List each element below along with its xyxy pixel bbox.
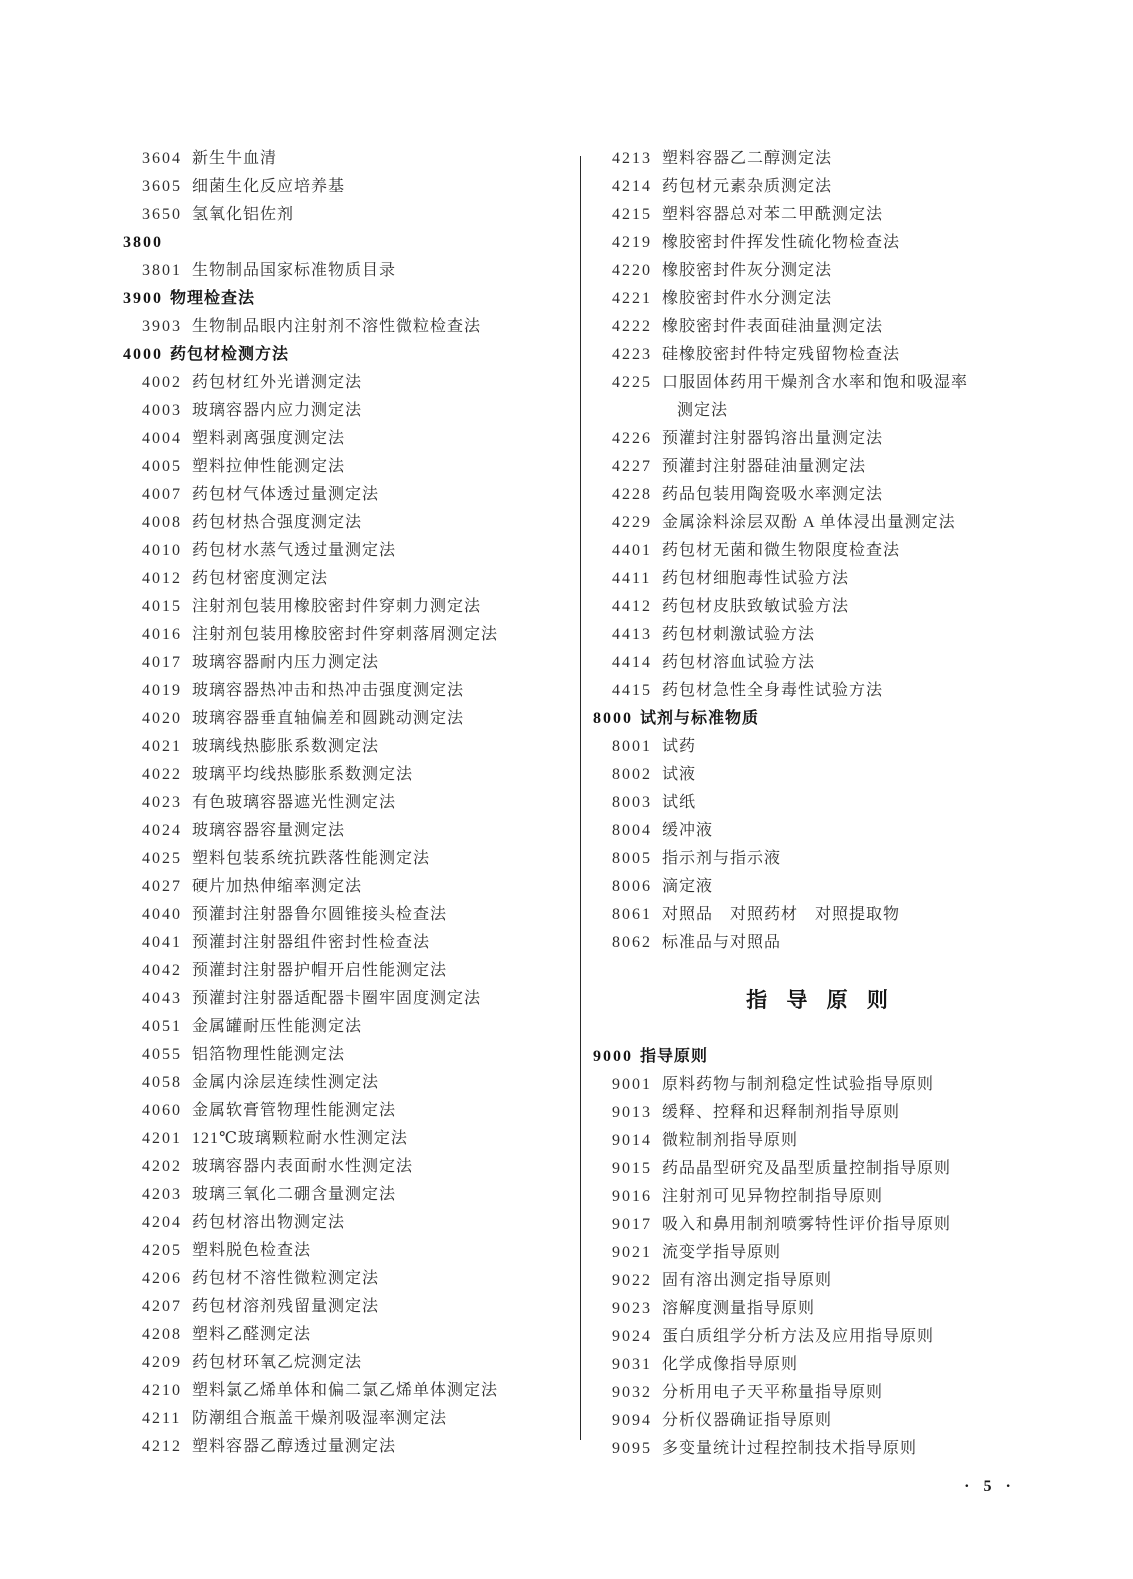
- entry-number: 4012: [142, 570, 182, 587]
- toc-entry-row: [593, 1239, 1048, 1267]
- toc-entry-row: [123, 201, 578, 229]
- entry-number: 4008: [142, 514, 182, 531]
- toc-entry-row: [593, 929, 1048, 957]
- toc-entry-row: [123, 985, 578, 1013]
- entry-title: 流变学指导原则: [662, 1244, 782, 1261]
- entry-number: 4229: [612, 514, 652, 531]
- toc-entry-row: [593, 761, 1048, 789]
- entry-title: 金属内涂层连续性测定法: [192, 1074, 380, 1091]
- entry-number: 4415: [612, 682, 652, 699]
- toc-entry-continuation: [593, 397, 1048, 425]
- entry-title: 预灌封注射器护帽开启性能测定法: [192, 962, 448, 979]
- entry-title: 生物制品眼内注射剂不溶性微粒检查法: [192, 318, 482, 335]
- entry-number: 4414: [612, 654, 652, 671]
- entry-number: 4413: [612, 626, 652, 643]
- entry-number: 4205: [142, 1242, 182, 1259]
- toc-entry-row: [593, 1127, 1048, 1155]
- entry-number: 4206: [142, 1270, 182, 1287]
- entry-title: 试液: [662, 766, 697, 783]
- entry-title: 药包材元素杂质测定法: [662, 178, 833, 195]
- toc-entry-row: [123, 453, 578, 481]
- entry-title: 指示剂与指示液: [662, 850, 782, 867]
- toc-entry-row: [593, 1211, 1048, 1239]
- entry-title: 玻璃线热膨胀系数测定法: [192, 738, 380, 755]
- toc-entry-row: [593, 201, 1048, 229]
- entry-title: 试纸: [662, 794, 697, 811]
- entry-number: 9023: [612, 1300, 652, 1317]
- entry-number: 4225: [612, 374, 652, 391]
- toc-entry-row: [123, 845, 578, 873]
- entry-title: 微粒制剂指导原则: [662, 1132, 799, 1149]
- entry-number: 9095: [612, 1440, 652, 1457]
- entry-number: 8061: [612, 906, 652, 923]
- toc-entry-row: [593, 145, 1048, 173]
- toc-entry-row: [123, 537, 578, 565]
- entry-number: 4040: [142, 906, 182, 923]
- entry-title: 药包材溶剂残留量测定法: [192, 1298, 380, 1315]
- toc-entry-row: [593, 173, 1048, 201]
- entry-title: 预灌封注射器硅油量测定法: [662, 458, 867, 475]
- entry-title: 分析用电子天平称量指导原则: [662, 1384, 884, 1401]
- entry-number: 9013: [612, 1104, 652, 1121]
- entry-number: 4020: [142, 710, 182, 727]
- entry-title: 注射剂可见异物控制指导原则: [662, 1188, 884, 1205]
- entry-number: 9022: [612, 1272, 652, 1289]
- entry-title: 药品晶型研究及晶型质量控制指导原则: [662, 1160, 952, 1177]
- toc-entry-row: [593, 481, 1048, 509]
- entry-title: 蛋白质组学分析方法及应用指导原则: [662, 1328, 935, 1345]
- toc-entry-row: [123, 761, 578, 789]
- toc-entry-row: [123, 1069, 578, 1097]
- entry-title: 药包材溶出物测定法: [192, 1214, 346, 1231]
- entry-number: 9016: [612, 1188, 652, 1205]
- toc-entry-row: [593, 341, 1048, 369]
- entry-number: 4208: [142, 1326, 182, 1343]
- entry-title: 药包材水蒸气透过量测定法: [192, 542, 397, 559]
- entry-number: 4060: [142, 1102, 182, 1119]
- entry-title: 塑料包装系统抗跌落性能测定法: [192, 850, 431, 867]
- entry-number: 4219: [612, 234, 652, 251]
- entry-number: 3900: [123, 290, 163, 307]
- toc-entry-row: [593, 1435, 1048, 1463]
- entry-number: 4221: [612, 290, 652, 307]
- entry-number: 9015: [612, 1160, 652, 1177]
- entry-title: 分析仪器确证指导原则: [662, 1412, 833, 1429]
- entry-title: 塑料容器乙二醇测定法: [662, 150, 833, 167]
- entry-number: 4027: [142, 878, 182, 895]
- entry-number: 8000: [593, 710, 633, 727]
- entry-title: 药包材环氧乙烷测定法: [192, 1354, 363, 1371]
- entry-title: 铝箔物理性能测定法: [192, 1046, 346, 1063]
- toc-entry-row: [123, 705, 578, 733]
- toc-entry-row: [123, 1209, 578, 1237]
- toc-section-row: [123, 285, 578, 313]
- entry-number: 9024: [612, 1328, 652, 1345]
- entry-title: 玻璃容器垂直轴偏差和圆跳动测定法: [192, 710, 465, 727]
- toc-entry-row: [123, 1013, 578, 1041]
- toc-entry-row: [123, 817, 578, 845]
- toc-entry-row: [123, 1097, 578, 1125]
- toc-entry-row: [123, 929, 578, 957]
- entry-number: 4411: [612, 570, 652, 587]
- entry-number: 4025: [142, 850, 182, 867]
- entry-title: 药包材热合强度测定法: [192, 514, 363, 531]
- entry-title: 药包材不溶性微粒测定法: [192, 1270, 380, 1287]
- toc-entry-row: [123, 173, 578, 201]
- entry-title: 滴定液: [662, 878, 714, 895]
- entry-number: 3650: [142, 206, 182, 223]
- toc-entry-row: [123, 1125, 578, 1153]
- entry-number: 9000: [593, 1048, 633, 1065]
- entry-number: 3801: [142, 262, 182, 279]
- entry-title: 多变量统计过程控制技术指导原则: [662, 1440, 918, 1457]
- entry-number: 4211: [142, 1410, 182, 1427]
- entry-title: 药包材皮肤致敏试验方法: [662, 598, 850, 615]
- entry-title: 塑料容器总对苯二甲酰测定法: [662, 206, 884, 223]
- entry-title: 玻璃三氧化二硼含量测定法: [192, 1186, 397, 1203]
- toc-entry-row: [593, 369, 1048, 397]
- entry-title: 生物制品国家标准物质目录: [192, 262, 397, 279]
- entry-title: 塑料乙醛测定法: [192, 1326, 312, 1343]
- toc-entry-row: [593, 901, 1048, 929]
- toc-entry-row: [593, 1351, 1048, 1379]
- entry-number: 9021: [612, 1244, 652, 1261]
- left-column: [123, 145, 578, 1461]
- entry-title: 原料药物与制剂稳定性试验指导原则: [662, 1076, 935, 1093]
- entry-number: 4215: [612, 206, 652, 223]
- entry-title: 药包材无菌和微生物限度检查法: [662, 542, 901, 559]
- toc-section-row: [593, 705, 1048, 733]
- toc-entry-row: [593, 621, 1048, 649]
- entry-title: 玻璃容器耐内压力测定法: [192, 654, 380, 671]
- toc-entry-row: [123, 369, 578, 397]
- entry-title: 塑料拉伸性能测定法: [192, 458, 346, 475]
- entry-number: 4016: [142, 626, 182, 643]
- toc-entry-row: [123, 1349, 578, 1377]
- guide-principles-heading: 指 导 原 则: [746, 988, 895, 1012]
- entry-title: 药包材溶血试验方法: [662, 654, 816, 671]
- entry-number: 4058: [142, 1074, 182, 1091]
- toc-entry-row: [123, 677, 578, 705]
- entry-title: 有色玻璃容器遮光性测定法: [192, 794, 397, 811]
- entry-title: 玻璃容器内应力测定法: [192, 402, 363, 419]
- toc-entry-row: [123, 593, 578, 621]
- entry-title: 试药: [662, 738, 697, 755]
- entry-title: 玻璃容器容量测定法: [192, 822, 346, 839]
- entry-number: 3604: [142, 150, 182, 167]
- entry-number: 4041: [142, 934, 182, 951]
- entry-number: 4051: [142, 1018, 182, 1035]
- entry-number: 4000: [123, 346, 163, 363]
- entry-number: 4042: [142, 962, 182, 979]
- toc-entry-row: [123, 1237, 578, 1265]
- entry-number: 8002: [612, 766, 652, 783]
- entry-title: 化学成像指导原则: [662, 1356, 799, 1373]
- entry-number: 4015: [142, 598, 182, 615]
- entry-number: 4023: [142, 794, 182, 811]
- entry-number: 3605: [142, 178, 182, 195]
- entry-title: 缓释、控释和迟释制剂指导原则: [662, 1104, 901, 1121]
- toc-entry-row: [123, 957, 578, 985]
- entry-number: 4019: [142, 682, 182, 699]
- entry-number: 4209: [142, 1354, 182, 1371]
- toc-section-row: [593, 1043, 1048, 1071]
- entry-title: 塑料剥离强度测定法: [192, 430, 346, 447]
- toc-entry-row: [593, 1295, 1048, 1323]
- entry-title: 塑料容器乙醇透过量测定法: [192, 1438, 397, 1455]
- entry-title: 注射剂包装用橡胶密封件穿刺落屑测定法: [192, 626, 499, 643]
- entry-title: 玻璃容器内表面耐水性测定法: [192, 1158, 414, 1175]
- toc-entry-row: [593, 565, 1048, 593]
- entry-title: 药包材气体透过量测定法: [192, 486, 380, 503]
- entry-title: 溶解度测量指导原则: [662, 1300, 816, 1317]
- entry-number: 8062: [612, 934, 652, 951]
- entry-number: 8006: [612, 878, 652, 895]
- entry-title: 塑料脱色检查法: [192, 1242, 312, 1259]
- entry-title: 塑料氯乙烯单体和偏二氯乙烯单体测定法: [192, 1382, 499, 1399]
- entry-title: 药包材急性全身毒性试验方法: [662, 682, 884, 699]
- entry-title: 橡胶密封件挥发性硫化物检查法: [662, 234, 901, 251]
- toc-entry-row: [593, 649, 1048, 677]
- toc-entry-row: [123, 565, 578, 593]
- entry-title: 橡胶密封件水分测定法: [662, 290, 833, 307]
- entry-title: 121℃玻璃颗粒耐水性测定法: [192, 1130, 408, 1147]
- entry-number: 4017: [142, 654, 182, 671]
- entry-title: 玻璃容器热冲击和热冲击强度测定法: [192, 682, 465, 699]
- entry-number: 4055: [142, 1046, 182, 1063]
- entry-number: 4005: [142, 458, 182, 475]
- toc-entry-row: [593, 593, 1048, 621]
- entry-title: 指导原则: [640, 1048, 709, 1065]
- toc-entry-row: [123, 1321, 578, 1349]
- toc-entry-row: [593, 1183, 1048, 1211]
- toc-entry-row: [593, 313, 1048, 341]
- entry-title: 注射剂包装用橡胶密封件穿刺力测定法: [192, 598, 482, 615]
- entry-title: 新生牛血清: [192, 150, 278, 167]
- entry-number: 8004: [612, 822, 652, 839]
- entry-number: 4201: [142, 1130, 182, 1147]
- entry-number: 4024: [142, 822, 182, 839]
- entry-number: 4213: [612, 150, 652, 167]
- entry-number: 4043: [142, 990, 182, 1007]
- toc-entry-row: [123, 257, 578, 285]
- entry-title: 药包材刺激试验方法: [662, 626, 816, 643]
- entry-number: 4401: [612, 542, 652, 559]
- toc-entry-row: [123, 733, 578, 761]
- entry-title: 药包材密度测定法: [192, 570, 329, 587]
- entry-number: 4010: [142, 542, 182, 559]
- entry-title: 金属软膏管物理性能测定法: [192, 1102, 397, 1119]
- entry-number: 9017: [612, 1216, 652, 1233]
- toc-entry-row: [123, 1153, 578, 1181]
- entry-title: 硬片加热伸缩率测定法: [192, 878, 363, 895]
- entry-title: 预灌封注射器适配器卡圈牢固度测定法: [192, 990, 482, 1007]
- entry-number: 3903: [142, 318, 182, 335]
- entry-number: 9001: [612, 1076, 652, 1093]
- toc-entry-row: [593, 1071, 1048, 1099]
- entry-number: 4212: [142, 1438, 182, 1455]
- toc-entry-row: [593, 453, 1048, 481]
- toc-entry-row: [123, 481, 578, 509]
- entry-number: 4022: [142, 766, 182, 783]
- entry-title: 药包材检测方法: [170, 346, 290, 363]
- entry-number: 4220: [612, 262, 652, 279]
- entry-number: 8005: [612, 850, 652, 867]
- entry-title: 缓冲液: [662, 822, 714, 839]
- page-number: · 5 ·: [964, 1478, 1016, 1495]
- toc-entry-row: [593, 1267, 1048, 1295]
- toc-entry-row: [593, 285, 1048, 313]
- toc-section-row: [123, 341, 578, 369]
- toc-entry-row: [123, 1433, 578, 1461]
- entry-title: 药品包装用陶瓷吸水率测定法: [662, 486, 884, 503]
- entry-number: 4222: [612, 318, 652, 335]
- entry-title: 防潮组合瓶盖干燥剂吸湿率测定法: [192, 1410, 448, 1427]
- toc-entry-row: [593, 873, 1048, 901]
- toc-entry-row: [593, 257, 1048, 285]
- toc-entry-row: [593, 733, 1048, 761]
- toc-entry-row: [123, 425, 578, 453]
- entry-title: 预灌封注射器组件密封性检查法: [192, 934, 431, 951]
- entry-title: 测定法: [677, 402, 729, 419]
- entry-number: 9014: [612, 1132, 652, 1149]
- entry-number: 3800: [123, 234, 163, 251]
- toc-entry-row: [593, 1407, 1048, 1435]
- toc-entry-row: [593, 789, 1048, 817]
- entry-title: 细菌生化反应培养基: [192, 178, 346, 195]
- toc-entry-row: [123, 1293, 578, 1321]
- entry-title: 硅橡胶密封件特定残留物检查法: [662, 346, 901, 363]
- entry-number: 4004: [142, 430, 182, 447]
- toc-entry-row: [123, 901, 578, 929]
- entry-title: 橡胶密封件灰分测定法: [662, 262, 833, 279]
- entry-number: 9032: [612, 1384, 652, 1401]
- entry-title: 试剂与标准物质: [640, 710, 760, 727]
- toc-entry-row: [593, 425, 1048, 453]
- entry-number: 9094: [612, 1412, 652, 1429]
- entry-title: 固有溶出测定指导原则: [662, 1272, 833, 1289]
- toc-entry-row: [123, 1041, 578, 1069]
- entry-number: 4412: [612, 598, 652, 615]
- toc-entry-row: [593, 1155, 1048, 1183]
- toc-entry-row: [593, 817, 1048, 845]
- toc-entry-row: [593, 509, 1048, 537]
- entry-number: 4203: [142, 1186, 182, 1203]
- entry-number: 4228: [612, 486, 652, 503]
- toc-entry-row: [123, 1377, 578, 1405]
- entry-title: 口服固体药用干燥剂含水率和饱和吸湿率: [662, 374, 969, 391]
- toc-entry-row: [123, 649, 578, 677]
- entry-number: 4007: [142, 486, 182, 503]
- entry-number: 4204: [142, 1214, 182, 1231]
- entry-number: 4207: [142, 1298, 182, 1315]
- toc-entry-row: [593, 229, 1048, 257]
- entry-title: 氢氧化铝佐剂: [192, 206, 295, 223]
- toc-section-row: [123, 229, 578, 257]
- toc-entry-row: [593, 1323, 1048, 1351]
- entry-title: 预灌封注射器钨溶出量测定法: [662, 430, 884, 447]
- entry-title: 药包材细胞毒性试验方法: [662, 570, 850, 587]
- entry-number: 4214: [612, 178, 652, 195]
- toc-entry-row: [593, 1099, 1048, 1127]
- toc-entry-row: [123, 621, 578, 649]
- entry-title: 吸入和鼻用制剂喷雾特性评价指导原则: [662, 1216, 952, 1233]
- toc-entry-row: [593, 677, 1048, 705]
- toc-entry-row: [593, 1379, 1048, 1407]
- entry-title: 对照品 对照药材 对照提取物: [662, 906, 901, 923]
- toc-entry-row: [123, 145, 578, 173]
- entry-title: 预灌封注射器鲁尔圆锥接头检查法: [192, 906, 448, 923]
- toc-entry-row: [123, 1405, 578, 1433]
- entry-title: 标准品与对照品: [662, 934, 782, 951]
- toc-entry-row: [123, 789, 578, 817]
- entry-number: 4202: [142, 1158, 182, 1175]
- toc-entry-row: [123, 509, 578, 537]
- toc-entry-row: [123, 313, 578, 341]
- toc-entry-row: [123, 1265, 578, 1293]
- column-divider: [580, 156, 581, 1440]
- entry-title: 物理检查法: [170, 290, 256, 307]
- entry-number: 8001: [612, 738, 652, 755]
- entry-number: 4003: [142, 402, 182, 419]
- toc-entry-row: [593, 845, 1048, 873]
- entry-number: 4021: [142, 738, 182, 755]
- entry-number: 4223: [612, 346, 652, 363]
- entry-title: 金属涂料涂层双酚 A 单体浸出量测定法: [662, 514, 956, 531]
- entry-title: 药包材红外光谱测定法: [192, 374, 363, 391]
- entry-title: 玻璃平均线热膨胀系数测定法: [192, 766, 414, 783]
- entry-number: 4210: [142, 1382, 182, 1399]
- entry-title: 橡胶密封件表面硅油量测定法: [662, 318, 884, 335]
- toc-entry-row: [593, 537, 1048, 565]
- entry-number: 4226: [612, 430, 652, 447]
- toc-entry-row: [123, 873, 578, 901]
- entry-title: 金属罐耐压性能测定法: [192, 1018, 363, 1035]
- entry-number: 4002: [142, 374, 182, 391]
- entry-number: 9031: [612, 1356, 652, 1373]
- right-column: [593, 145, 1048, 1463]
- toc-entry-row: [123, 1181, 578, 1209]
- toc-entry-row: [123, 397, 578, 425]
- entry-number: 8003: [612, 794, 652, 811]
- entry-number: 4227: [612, 458, 652, 475]
